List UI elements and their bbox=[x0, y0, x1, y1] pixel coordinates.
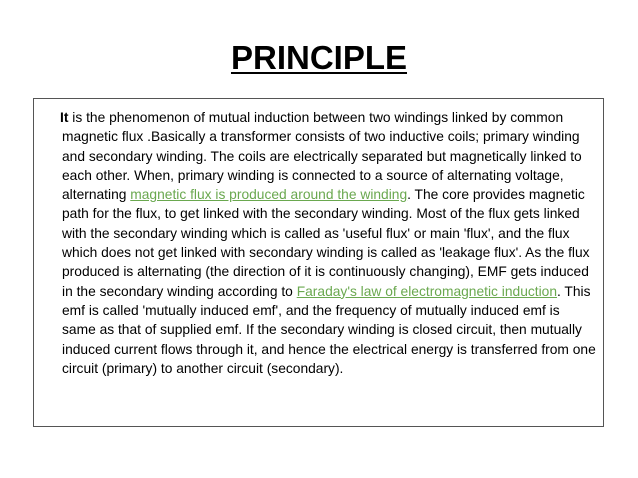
paragraph-text-part-2: . The core provides magnetic path for the flux, to get linked with the secondary winding. Most of the flux gets linked with the secondary winding which is called as 'useful flux' or main 'flux', and the flux which does not get linked with secondary winding is called as 'leakage flux'. As the flux produced is alternating (the direction of it is continuously changing), EMF gets induced in the secondary winding according to bbox=[62, 187, 590, 299]
slide-title: PRINCIPLE bbox=[230, 39, 408, 76]
paragraph-lead-word: It bbox=[60, 110, 69, 125]
paragraph-text-part-3: . This emf is called 'mutually induced emf', and the frequency of mutually induced emf is same as that of supplied emf. If the secondary winding is closed circuit, then mutually induced current flows through it, and hence the electrical energy is transferred from one circuit (primary) to another circuit (secondary). bbox=[62, 283, 596, 376]
content-box bbox=[33, 98, 604, 427]
paragraph-text-part-1: is the phenomenon of mutual induction between two windings linked by common magnetic flux .Basically a transformer consists of two inductive coils; primary winding and secondary winding. The coils are electrically separated but magnetically linked to each other. When, primary winding is connected to a source of alternating voltage, alternating bbox=[62, 110, 582, 203]
magnetic-flux-link[interactable]: magnetic flux is produced around the winding bbox=[130, 187, 408, 203]
principle-paragraph bbox=[62, 108, 597, 378]
faradays-law-link[interactable]: Faraday's law of electromagnetic induction bbox=[296, 283, 558, 299]
